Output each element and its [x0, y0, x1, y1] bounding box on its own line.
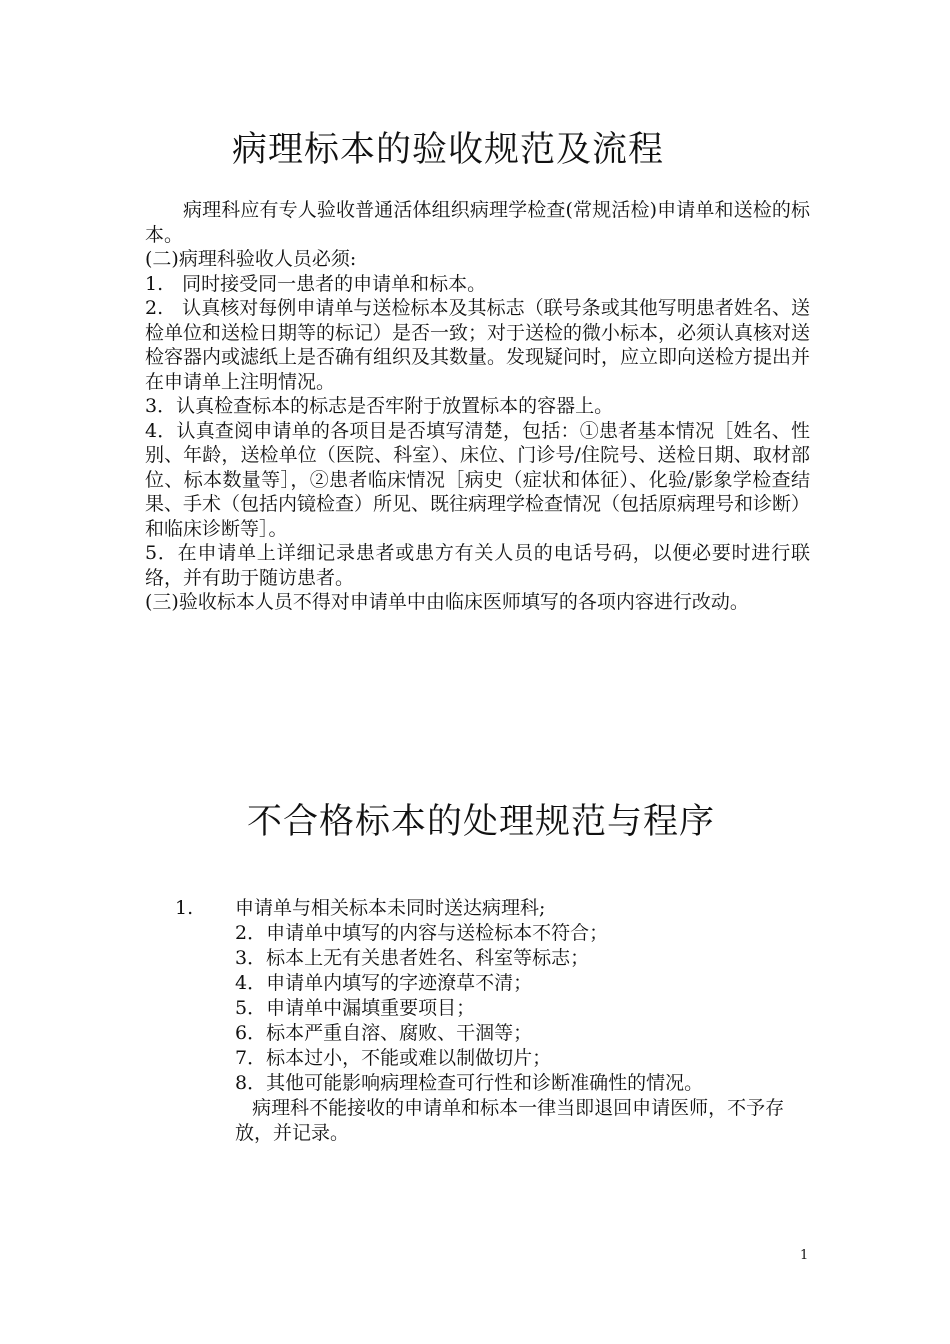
section2-item-1 — [175, 896, 815, 921]
section1-item-3: 3．认真检查标本的标志是否牢附于放置标本的容器上。 — [145, 395, 614, 417]
section2-item-1-number: 1. — [175, 897, 194, 919]
section1-sub-heading: (二)病理科验收人员必须: — [145, 248, 357, 270]
section2-item-4: 4．申请单内填写的字迹潦草不清； — [235, 972, 533, 994]
section2-item-3: 3．标本上无有关患者姓名、科室等标志； — [235, 947, 590, 969]
section2-item-6: 6．标本严重自溶、腐败、干涸等； — [235, 1022, 533, 1044]
section2-note: 病理科不能接收的申请单和标本一律当即退回申请医师，不予存放，并记录。 — [235, 1097, 785, 1144]
section2-title: 不合格标本的处理规范与程序 — [247, 802, 716, 842]
page-number: 1 — [800, 1248, 809, 1263]
section2-item-2: 2．申请单中填写的内容与送检标本不符合； — [235, 922, 609, 944]
section2-item-7: 7．标本过小，不能或难以制做切片； — [235, 1047, 552, 1069]
section1-item-4: 4．认真查阅申请单的各项目是否填写清楚，包括：①患者基本情况［姓名、性别、年龄，送检单位（医院、科室）、床位、门诊号/住院号、送检日期、取材部位、标本数量等］，②患者临床情况［病史（症状和体征）、化验/影象学检查结果、手术（包括内镜检查）所见、既往病理学检查情况（包括原病理号和诊断）和临床诊断等］。 — [145, 419, 811, 540]
section1-title: 病理标本的验收规范及流程 — [232, 130, 665, 170]
section2-item-1-text: 申请单与相关标本未同时送达病理科; — [235, 897, 546, 919]
section1-item-2: 2. 认真核对每例申请单与送检标本及其标志（联号条或其他写明患者姓名、送检单位和送检日期等的标记）是否一致；对于送检的微小标本，必须认真核对送检容器内或滤纸上是否确有组织及其数量。发现疑问时，应立即向送检方提出并在申请单上注明情况。 — [145, 297, 811, 393]
section2-item-8: 8．其他可能影响病理检查可行性和诊断准确性的情况。 — [235, 1072, 704, 1094]
section2-item-5: 5．申请单中漏填重要项目； — [235, 997, 476, 1019]
section2-list — [175, 896, 815, 1146]
section1-closing: (三)验收标本人员不得对申请单中由临床医师填写的各项内容进行改动。 — [145, 591, 749, 613]
section1-body — [145, 198, 810, 615]
section1-intro: 病理科应有专人验收普通活体组织病理学检查(常规活检)申请单和送检的标本。 — [145, 199, 810, 246]
section1-item-5: 5．在申请单上详细记录患者或患方有关人员的电话号码，以便必要时进行联络，并有助于随访患者。 — [145, 542, 810, 589]
section1-item-1: 1. 同时接受同一患者的申请单和标本。 — [145, 272, 487, 295]
